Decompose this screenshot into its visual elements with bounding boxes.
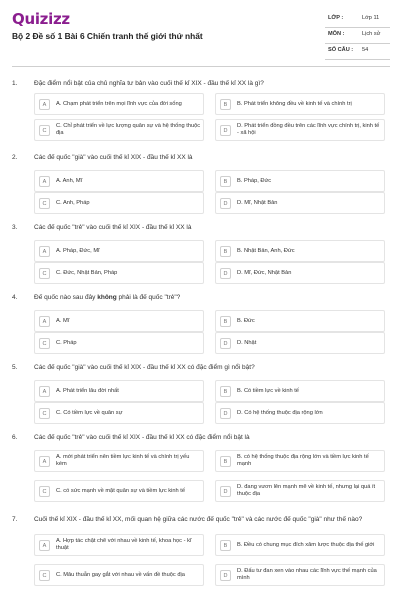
option-c[interactable] bbox=[34, 332, 204, 354]
page-title: Bộ 2 Đề số 1 Bài 6 Chiến tranh thế giới thứ nhất bbox=[12, 31, 203, 41]
option-text: D. Nhật bbox=[237, 339, 257, 346]
option-a[interactable] bbox=[34, 240, 204, 262]
option-letter: B bbox=[220, 176, 231, 187]
option-text: C. Đức, Nhật Bản, Pháp bbox=[56, 269, 118, 276]
option-d[interactable] bbox=[215, 262, 385, 284]
option-text: B. Nhật Bản, Anh, Đức bbox=[237, 247, 295, 254]
option-d[interactable] bbox=[215, 480, 385, 502]
option-text: B. Đức bbox=[237, 317, 255, 324]
option-letter: C bbox=[39, 486, 50, 497]
option-text: C. Mâu thuẫn gay gắt với nhau về vấn đề thuộc địa bbox=[56, 571, 185, 578]
option-letter: D bbox=[220, 486, 231, 497]
meta-label: SỐ CÂU : bbox=[328, 47, 354, 53]
option-text: D. Đấu tư đan xen vào nhau các lĩnh vực thế mạnh của mình bbox=[237, 568, 377, 581]
option-letter: C bbox=[39, 198, 50, 209]
quizizz-logo: Quizizz bbox=[12, 10, 70, 28]
option-letter: B bbox=[220, 456, 231, 467]
option-text: B. Phát triển không đều về kinh tế và chính trị bbox=[237, 100, 352, 107]
option-letter: C bbox=[39, 408, 50, 419]
option-b[interactable] bbox=[215, 380, 385, 402]
meta-value: Lớp 11 bbox=[362, 15, 380, 21]
option-text: C. có sức mạnh về mặt quân sự và tiềm lực kinh tế bbox=[56, 487, 186, 494]
option-letter: A bbox=[39, 99, 50, 110]
option-text: B. có hệ thống thuộc địa rộng lớn và tiềm lực kinh tế mạnh bbox=[237, 454, 369, 467]
option-letter: B bbox=[220, 540, 231, 551]
option-text: A. Phát triển lâu đời nhất bbox=[56, 387, 119, 394]
option-letter: A bbox=[39, 456, 50, 467]
option-b[interactable] bbox=[215, 534, 385, 556]
question-text: Đặc điểm nổi bật của chủ nghĩa tư bản vào cuối thế kỉ XIX - đầu thế kỉ XX là gì? bbox=[34, 80, 264, 87]
option-text: C. Chỉ phát triển về lực lượng quân sự và hệ thống thuộc địa bbox=[56, 123, 201, 136]
question-number: 5. bbox=[12, 364, 18, 371]
question-number: 3. bbox=[12, 224, 18, 231]
question-4 bbox=[12, 294, 390, 356]
meta-question-count bbox=[325, 44, 390, 60]
option-text: C. Anh, Pháp bbox=[56, 199, 90, 206]
option-c[interactable] bbox=[34, 262, 204, 284]
meta-value: Lịch sử bbox=[362, 31, 381, 37]
option-d[interactable] bbox=[215, 119, 385, 141]
option-text: B. Pháp, Đức bbox=[237, 177, 272, 184]
question-3 bbox=[12, 224, 390, 286]
option-letter: A bbox=[39, 176, 50, 187]
option-d[interactable] bbox=[215, 564, 385, 586]
option-letter: A bbox=[39, 316, 50, 327]
question-text-part: phải là đế quốc "trẻ"? bbox=[116, 294, 181, 301]
question-number: 1. bbox=[12, 80, 18, 87]
option-text: C. Có tiềm lực về quân sự bbox=[56, 409, 123, 416]
option-letter: C bbox=[39, 338, 50, 349]
option-text: D. Phát triển đồng đều trên các lĩnh vực chính trị, kinh tế - xã hội bbox=[237, 123, 380, 136]
option-letter: A bbox=[39, 386, 50, 397]
option-text: B. Đều có chung mục đích xâm lược thuộc địa thế giới bbox=[237, 541, 375, 548]
option-c[interactable] bbox=[34, 192, 204, 214]
option-a[interactable] bbox=[34, 450, 204, 472]
question-6 bbox=[12, 434, 390, 504]
question-text: Cuối thế kỉ XIX - đầu thế kỉ XX, mối quan hệ giữa các nước đế quốc "trẻ" và các nước đế quốc "già" như thế nào? bbox=[34, 516, 363, 523]
meta-subject bbox=[325, 28, 390, 44]
option-a[interactable] bbox=[34, 310, 204, 332]
meta-class bbox=[325, 12, 390, 28]
option-d[interactable] bbox=[215, 192, 385, 214]
option-b[interactable] bbox=[215, 450, 385, 472]
option-letter: B bbox=[220, 99, 231, 110]
option-text: A. Hợp tác chặt chẽ với nhau về kinh tế, khoa học - kĩ thuật bbox=[56, 538, 192, 551]
option-c[interactable] bbox=[34, 564, 204, 586]
option-text: D. Có hệ thống thuộc địa rộng lớn bbox=[237, 409, 323, 416]
option-a[interactable] bbox=[34, 170, 204, 192]
option-d[interactable] bbox=[215, 332, 385, 354]
option-b[interactable] bbox=[215, 310, 385, 332]
question-number: 2. bbox=[12, 154, 18, 161]
question-number: 7. bbox=[12, 516, 18, 523]
option-a[interactable] bbox=[34, 380, 204, 402]
option-text: D. Mĩ, Nhật Bản bbox=[237, 199, 278, 206]
option-b[interactable] bbox=[215, 93, 385, 115]
option-b[interactable] bbox=[215, 240, 385, 262]
meta-label: MÔN : bbox=[328, 31, 345, 37]
option-letter: D bbox=[220, 338, 231, 349]
question-text: Các đế quốc "trẻ" vào cuối thế kỉ XIX - đầu thế kỉ XX có đặc điểm nổi bật là bbox=[34, 434, 250, 441]
option-text: D. Mĩ, Đức, Nhật Bản bbox=[237, 269, 292, 276]
option-text: D. đang vươn lên mạnh mẽ về kinh tế, nhưng lại quá ít thuộc địa bbox=[237, 484, 376, 497]
option-b[interactable] bbox=[215, 170, 385, 192]
question-2 bbox=[12, 154, 390, 216]
option-text: B. Có tiềm lực về kinh tế bbox=[237, 387, 299, 394]
meta-value: 54 bbox=[362, 47, 369, 53]
question-number: 4. bbox=[12, 294, 18, 301]
question-text: Các đế quốc "trẻ" vào cuối thế kỉ XIX - đầu thế kỉ XX là bbox=[34, 224, 192, 231]
option-letter: B bbox=[220, 316, 231, 327]
option-letter: C bbox=[39, 570, 50, 581]
option-c[interactable] bbox=[34, 480, 204, 502]
question-text-part: Đế quốc nào sau đây bbox=[34, 294, 98, 301]
question-text-emphasis: không bbox=[97, 294, 117, 301]
option-text: A. Chạm phát triển trên mọi lĩnh vực của đời sống bbox=[56, 100, 182, 107]
option-letter: B bbox=[220, 246, 231, 257]
meta-label: LỚP : bbox=[328, 15, 344, 21]
worksheet-header bbox=[0, 0, 400, 70]
question-1 bbox=[12, 80, 390, 142]
option-letter: D bbox=[220, 198, 231, 209]
option-text: C. Pháp bbox=[56, 339, 77, 346]
option-a[interactable] bbox=[34, 93, 204, 115]
option-letter: C bbox=[39, 268, 50, 279]
option-d[interactable] bbox=[215, 402, 385, 424]
option-a[interactable] bbox=[34, 534, 204, 556]
option-text: A. Mĩ bbox=[56, 317, 70, 324]
option-c[interactable] bbox=[34, 402, 204, 424]
option-letter: B bbox=[220, 386, 231, 397]
option-letter: A bbox=[39, 540, 50, 551]
question-number: 6. bbox=[12, 434, 18, 441]
question-text bbox=[34, 294, 390, 302]
option-c[interactable] bbox=[34, 119, 204, 141]
question-text: Các đế quốc "già" vào cuối thế kỉ XIX - đầu thế kỉ XX là bbox=[34, 154, 193, 161]
option-letter: D bbox=[220, 125, 231, 136]
option-letter: D bbox=[220, 570, 231, 581]
option-text: A. Pháp, Đức, Mĩ bbox=[56, 247, 100, 254]
option-letter: D bbox=[220, 268, 231, 279]
option-letter: C bbox=[39, 125, 50, 136]
option-text: A. mới phát triển nên tiềm lực kinh tế và chính trị yếu kém bbox=[56, 454, 190, 467]
option-letter: D bbox=[220, 408, 231, 419]
question-5 bbox=[12, 364, 390, 426]
header-divider bbox=[12, 66, 390, 67]
question-text: Các đế quốc "già" vào cuối thế kỉ XIX - đầu thế kỉ XX có đặc điểm gì nổi bật? bbox=[34, 364, 255, 371]
option-text: A. Anh, Mĩ bbox=[56, 177, 83, 184]
question-7 bbox=[12, 516, 390, 596]
option-letter: A bbox=[39, 246, 50, 257]
